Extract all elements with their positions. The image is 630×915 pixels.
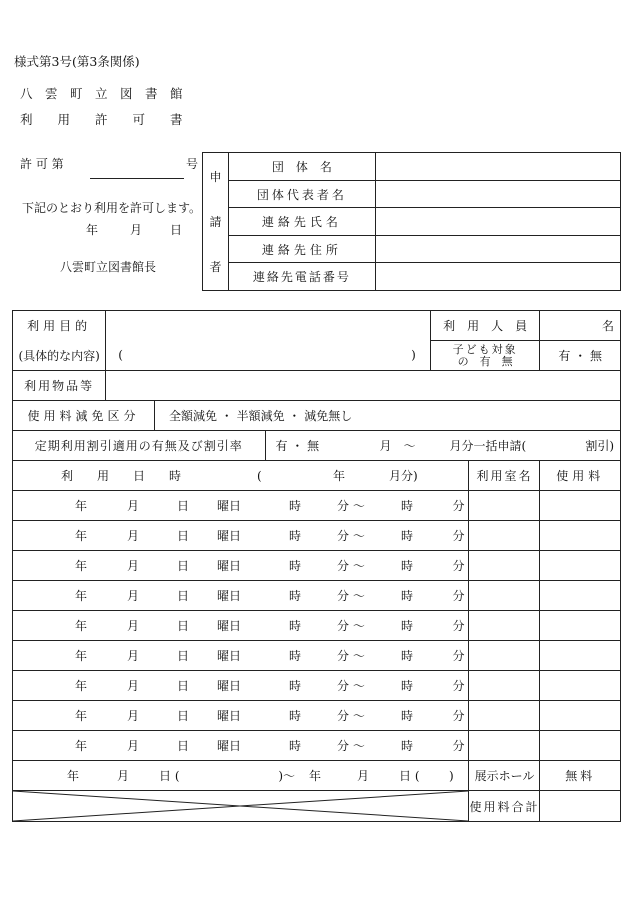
datetime-header-month: 月分)	[389, 469, 418, 483]
schedule-month: 月	[127, 499, 140, 513]
schedule-year: 年	[75, 739, 88, 753]
purpose-paren-open: (	[118, 348, 123, 362]
exhibit-day-open: 日 (	[159, 769, 180, 783]
schedule-year: 年	[75, 619, 88, 633]
schedule-fee-field[interactable]	[540, 551, 621, 581]
schedule-year: 年	[75, 649, 88, 663]
periodic-field[interactable]	[265, 431, 620, 461]
schedule-fee-field[interactable]	[540, 491, 621, 521]
schedule-room-field[interactable]	[469, 641, 540, 671]
representative-name-label: 団体代表者名	[228, 181, 375, 208]
schedule-datetime-field[interactable]	[13, 551, 469, 581]
schedule-month: 月	[127, 709, 140, 723]
schedule-day: 日	[177, 619, 190, 633]
schedule-row	[13, 701, 621, 731]
schedule-minute-from: 分 〜	[337, 739, 365, 753]
schedule-fee-field[interactable]	[540, 581, 621, 611]
document-title-line2: 利 用 許 可 書	[20, 112, 183, 127]
schedule-minute-to: 分	[452, 529, 465, 543]
datetime-header-label: 利 用 日 時	[61, 469, 182, 483]
schedule-row	[13, 491, 621, 521]
exhibit-room: 展示ホール	[469, 761, 540, 791]
schedule-day: 日	[177, 589, 190, 603]
schedule-hour-to: 時	[401, 679, 414, 693]
schedule-hour-to: 時	[401, 739, 414, 753]
periodic-month: 月	[379, 439, 392, 453]
schedule-minute-from: 分 〜	[337, 529, 365, 543]
applicant-table	[202, 152, 621, 291]
permit-issuer: 八雲町立図書館長	[60, 260, 157, 274]
schedule-fee-field[interactable]	[540, 611, 621, 641]
schedule-month: 月	[127, 589, 140, 603]
permit-notice: 下記のとおり利用を許可します。	[22, 201, 202, 215]
exhibit-month: 月	[117, 769, 130, 783]
schedule-month: 月	[127, 649, 140, 663]
schedule-month: 月	[127, 559, 140, 573]
schedule-fee-field[interactable]	[540, 731, 621, 761]
schedule-row	[13, 671, 621, 701]
contact-address-label: 連絡先住所	[228, 236, 375, 263]
cross-out-lines	[13, 791, 468, 821]
exhibit-paren-tilde: )〜	[278, 769, 295, 783]
schedule-datetime-field[interactable]	[13, 641, 469, 671]
exhibit-date-range[interactable]	[13, 761, 469, 791]
schedule-datetime-field[interactable]	[13, 611, 469, 641]
schedule-datetime-field[interactable]	[13, 731, 469, 761]
document-title-line1: 八 雲 町 立 図 書 館	[20, 86, 183, 101]
purpose-label-text: 利用目的	[27, 319, 92, 334]
schedule-datetime-field[interactable]	[13, 671, 469, 701]
schedule-hour-to: 時	[401, 559, 414, 573]
schedule-weekday: 曜日	[217, 649, 242, 663]
periodic-lump: 月分一括申請(	[449, 439, 527, 453]
schedule-weekday: 曜日	[217, 589, 242, 603]
exhibit-paren-close: )	[449, 768, 454, 783]
schedule-minute-from: 分 〜	[337, 559, 365, 573]
schedule-month: 月	[127, 739, 140, 753]
periodic-tilde: 〜	[403, 439, 416, 453]
schedule-hour-to: 時	[401, 649, 414, 663]
schedule-fee-field[interactable]	[540, 641, 621, 671]
schedule-hour-from: 時	[289, 739, 302, 753]
schedule-minute-to: 分	[452, 619, 465, 633]
schedule-datetime-field[interactable]	[13, 701, 469, 731]
schedule-fee-field[interactable]	[540, 671, 621, 701]
users-label: 利 用 人 員	[430, 311, 540, 341]
group-name-label: 団 体 名	[228, 153, 375, 181]
permit-number-field[interactable]	[90, 178, 184, 179]
exhibit-day2-open: 日 (	[399, 769, 420, 783]
periodic-discount: 割引)	[585, 439, 614, 453]
schedule-datetime-field[interactable]	[13, 521, 469, 551]
permit-number-suffix: 号	[186, 157, 199, 171]
schedule-day: 日	[177, 709, 190, 723]
schedule-minute-from: 分 〜	[337, 649, 365, 663]
schedule-room-field[interactable]	[469, 671, 540, 701]
schedule-minute-from: 分 〜	[337, 679, 365, 693]
fee-label: 使用料	[540, 461, 621, 491]
schedule-minute-from: 分 〜	[337, 589, 365, 603]
schedule-hour-from: 時	[289, 499, 302, 513]
children-label-line2: の 有 無	[457, 354, 513, 368]
purpose-detail-label	[13, 341, 106, 371]
datetime-header-year: 年	[333, 469, 346, 483]
schedule-day: 日	[177, 529, 190, 543]
schedule-hour-from: 時	[289, 679, 302, 693]
schedule-day: 日	[177, 679, 190, 693]
schedule-minute-to: 分	[452, 739, 465, 753]
children-label	[430, 341, 540, 371]
permit-date-year: 年	[86, 223, 99, 237]
users-field[interactable]	[540, 311, 621, 341]
exhibit-year: 年	[67, 769, 80, 783]
schedule-month: 月	[127, 619, 140, 633]
datetime-header	[13, 461, 469, 491]
schedule-row	[13, 551, 621, 581]
schedule-weekday: 曜日	[217, 739, 242, 753]
purpose-paren-close: )	[411, 348, 416, 362]
schedule-year: 年	[75, 499, 88, 513]
schedule-hour-to: 時	[401, 499, 414, 513]
schedule-datetime-field[interactable]	[13, 581, 469, 611]
datetime-header-paren: (	[257, 468, 262, 483]
schedule-hour-to: 時	[401, 619, 414, 633]
schedule-fee-field[interactable]	[540, 521, 621, 551]
contact-phone-label: 連絡先電話番号	[228, 263, 375, 291]
schedule-room-field[interactable]	[469, 581, 540, 611]
schedule-datetime-field[interactable]	[13, 491, 469, 521]
permit-label: 許 可 第	[20, 157, 64, 171]
room-label: 利用室名	[469, 461, 540, 491]
total-crossed-cell	[13, 791, 469, 822]
schedule-hour-from: 時	[289, 619, 302, 633]
schedule-month: 月	[127, 529, 140, 543]
schedule-minute-to: 分	[452, 559, 465, 573]
schedule-year: 年	[75, 709, 88, 723]
schedule-weekday: 曜日	[217, 499, 242, 513]
schedule-weekday: 曜日	[217, 679, 242, 693]
schedule-minute-from: 分 〜	[337, 709, 365, 723]
schedule-hour-from: 時	[289, 559, 302, 573]
schedule-room-field[interactable]	[469, 491, 540, 521]
schedule-year: 年	[75, 559, 88, 573]
schedule-day: 日	[177, 739, 190, 753]
schedule-minute-to: 分	[452, 589, 465, 603]
contact-address-field[interactable]	[375, 236, 620, 263]
schedule-minute-from: 分 〜	[337, 619, 365, 633]
schedule-room-field[interactable]	[469, 611, 540, 641]
children-yes-no[interactable]: 有 ・ 無	[540, 341, 621, 371]
schedule-minute-from: 分 〜	[337, 499, 365, 513]
schedule-fee-field[interactable]	[540, 701, 621, 731]
schedule-year: 年	[75, 679, 88, 693]
schedule-room-field[interactable]	[469, 551, 540, 581]
schedule-weekday: 曜日	[217, 529, 242, 543]
applicant-side-char-2: 請	[209, 215, 222, 229]
schedule-room-field[interactable]	[469, 521, 540, 551]
schedule-hour-from: 時	[289, 649, 302, 663]
schedule-hour-to: 時	[401, 709, 414, 723]
permit-date-month: 月	[130, 223, 143, 237]
schedule-year: 年	[75, 529, 88, 543]
schedule-hour-to: 時	[401, 589, 414, 603]
exhibit-year2: 年	[309, 769, 322, 783]
schedule-minute-to: 分	[452, 649, 465, 663]
periodic-label: 定期利用割引適用の有無及び割引率	[13, 431, 266, 461]
permit-date-day: 日	[170, 223, 183, 237]
exhibit-fee: 無料	[540, 761, 621, 791]
schedule-hour-from: 時	[289, 709, 302, 723]
applicant-side-char-1: 申	[209, 170, 222, 184]
schedule-weekday: 曜日	[217, 619, 242, 633]
total-fee-field[interactable]	[540, 791, 621, 822]
schedule-row	[13, 521, 621, 551]
schedule-room-field[interactable]	[469, 731, 540, 761]
schedule-day: 日	[177, 649, 190, 663]
schedule-weekday: 曜日	[217, 559, 242, 573]
contact-name-label: 連絡先氏名	[228, 208, 375, 236]
fee-reduction-label: 使用料減免区分	[13, 401, 155, 431]
purpose-label	[13, 311, 106, 341]
usage-table	[12, 310, 621, 822]
exhibit-month2: 月	[357, 769, 370, 783]
children-label-line1: 子ども対象	[452, 342, 518, 356]
users-unit: 名	[601, 319, 614, 333]
representative-name-field[interactable]	[375, 181, 620, 208]
schedule-day: 日	[177, 499, 190, 513]
periodic-yes-no[interactable]: 有 ・ 無	[275, 439, 320, 453]
schedule-month: 月	[127, 679, 140, 693]
group-name-field[interactable]	[375, 153, 620, 181]
schedule-room-field[interactable]	[469, 701, 540, 731]
form-number: 様式第3号(第3条関係)	[14, 54, 140, 69]
schedule-row	[13, 581, 621, 611]
schedule-hour-from: 時	[289, 589, 302, 603]
contact-phone-field[interactable]	[375, 263, 620, 291]
schedule-minute-to: 分	[452, 709, 465, 723]
schedule-hour-from: 時	[289, 529, 302, 543]
schedule-day: 日	[177, 559, 190, 573]
schedule-row	[13, 641, 621, 671]
schedule-minute-to: 分	[452, 679, 465, 693]
items-label: 利用物品等	[13, 371, 106, 401]
contact-name-field[interactable]	[375, 208, 620, 236]
total-label: 使用料合計	[469, 791, 540, 822]
schedule-row	[13, 611, 621, 641]
applicant-side-char-3: 者	[209, 260, 222, 274]
schedule-weekday: 曜日	[217, 709, 242, 723]
schedule-hour-to: 時	[401, 529, 414, 543]
schedule-minute-to: 分	[452, 499, 465, 513]
purpose-detail-text: (具体的な内容)	[18, 348, 100, 363]
purpose-field[interactable]	[106, 311, 431, 371]
fee-reduction-options[interactable]: 全額減免 ・ 半額減免 ・ 減免無し	[154, 401, 620, 431]
applicant-side-label	[203, 153, 229, 291]
items-field[interactable]	[106, 371, 621, 401]
schedule-row	[13, 731, 621, 761]
schedule-year: 年	[75, 589, 88, 603]
